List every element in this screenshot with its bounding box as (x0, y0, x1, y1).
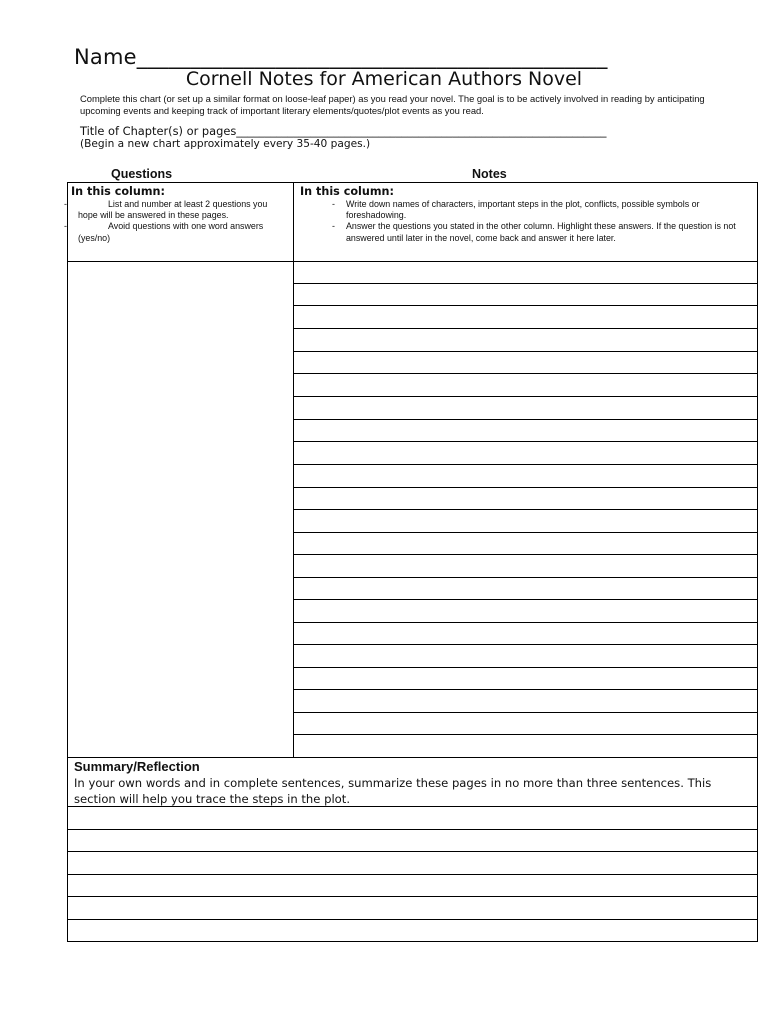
notes-cell-heading: In this column: (300, 185, 394, 198)
notes-line (293, 509, 758, 510)
notes-line (293, 622, 758, 623)
summary-line (67, 919, 758, 920)
bullet-dash: - (332, 199, 335, 209)
bullet-text: List and number at least 2 questions you hope will be answered in these pages. (78, 199, 268, 221)
notes-line (293, 667, 758, 668)
notes-instructions (332, 199, 754, 244)
list-item (64, 221, 288, 243)
summary-line (67, 874, 758, 875)
notes-line (293, 351, 758, 352)
chapter-title-line: Title of Chapter(s) or pages_________________________________________________________________ (80, 124, 607, 138)
summary-instructions: In your own words and in complete sentences, summarize these pages in no more than three sentences. This section will help you trace the steps in the plot. (74, 776, 712, 806)
notes-line (293, 487, 758, 488)
bullet-dash: - (332, 221, 335, 232)
bullet-dash: - (64, 221, 67, 232)
notes-line (293, 373, 758, 374)
notes-line (293, 644, 758, 645)
summary-line (67, 829, 758, 830)
notes-line (293, 396, 758, 397)
notes-line (293, 712, 758, 713)
bullet-dash: - (64, 199, 67, 209)
header-row-divider (67, 261, 758, 262)
notes-line (293, 328, 758, 329)
summary-line (67, 851, 758, 852)
notes-line (293, 419, 758, 420)
bullet-text: Write down names of characters, important steps in the plot, conflicts, possible symbols or foreshadowing. (346, 199, 700, 221)
notes-line (293, 532, 758, 533)
bullet-text: Answer the questions you stated in the other column. Highlight these answers. If the question is not answered until later in the novel, come back and answer it here later. (346, 221, 736, 243)
questions-instructions (64, 199, 288, 244)
notes-column-heading: Notes (472, 167, 507, 181)
column-divider (293, 182, 294, 757)
cornell-notes-table (67, 182, 758, 942)
document-title: Cornell Notes for American Authors Novel (185, 68, 583, 90)
list-item (64, 199, 288, 221)
notes-line (293, 554, 758, 555)
notes-line (293, 734, 758, 735)
summary-line (67, 896, 758, 897)
questions-cell-heading: In this column: (71, 185, 165, 198)
begin-new-chart-note: (Begin a new chart approximately every 35-40 pages.) (80, 138, 371, 150)
name-line: Name____________________________________________ (74, 45, 608, 69)
list-item (332, 221, 754, 243)
summary-divider (67, 757, 758, 758)
questions-column-heading: Questions (111, 167, 173, 181)
notes-line (293, 305, 758, 306)
summary-title: Summary/Reflection (74, 759, 200, 774)
notes-line (293, 599, 758, 600)
notes-line (293, 441, 758, 442)
notes-line (293, 689, 758, 690)
instructions-text: Complete this chart (or set up a similar format on loose-leaf paper) as you read your novel. The goal is to be actively involved in reading by anticipating upcoming events and keeping track of important literary elements/quotes/plot events as you read. (80, 93, 705, 116)
bullet-text: Avoid questions with one word answers (yes/no) (78, 221, 264, 243)
notes-line (293, 464, 758, 465)
list-item (332, 199, 754, 221)
notes-line (293, 283, 758, 284)
notes-line (293, 577, 758, 578)
